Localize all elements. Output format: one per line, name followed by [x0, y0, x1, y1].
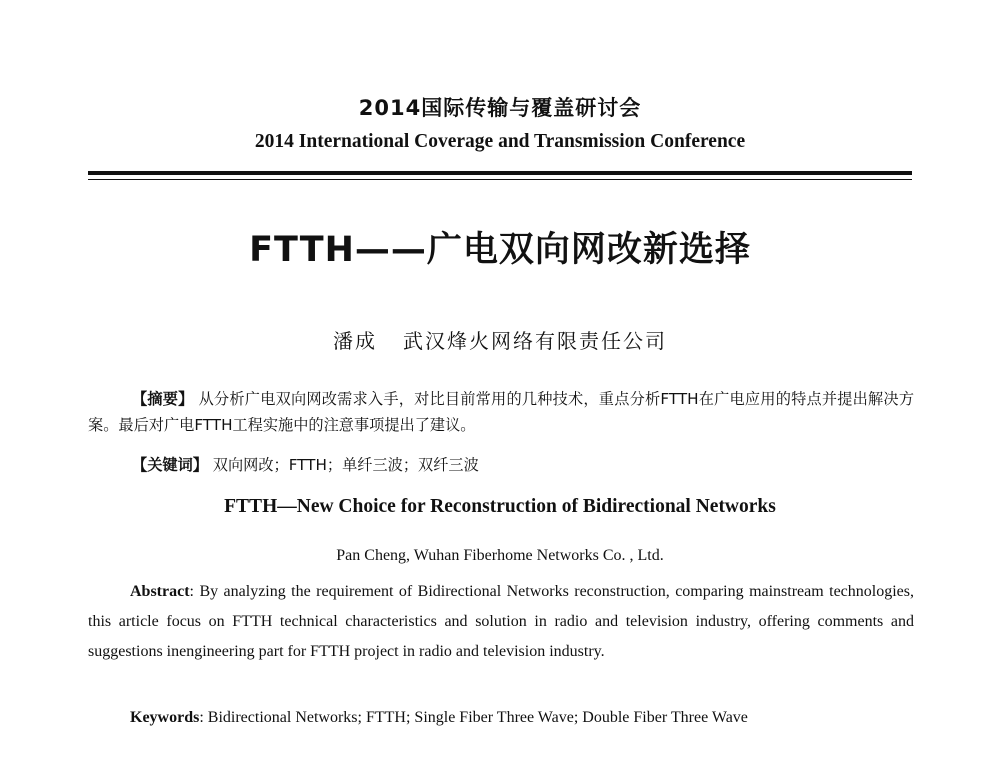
conference-title-cn: 2014国际传输与覆盖研讨会 [358, 96, 642, 120]
keywords-en-label: Keywords [130, 709, 200, 726]
header-rule-thick [88, 171, 912, 175]
abstract-cn-label: 【摘要】 [132, 390, 194, 408]
header-rule-thin [88, 179, 912, 180]
abstract-en: Abstract: By analyzing the requirement of Bidirectional Networks reconstruction, comparing mainstream technologies, this article focus on FTTH technical characteristics and solution in radio and television industry, offering comments and suggestions inengineering part for FTTH project in radio and television industry. [88, 583, 915, 660]
paper-title-en: FTTH—New Choice for Reconstruction of Bidirectional Networks [224, 496, 776, 517]
author-line-cn [0, 325, 1000, 354]
keywords-en-text: Bidirectional Networks; FTTH; Single Fiber Three Wave; Double Fiber Three Wave [207, 709, 748, 726]
abstract-en-label: Abstract [130, 583, 190, 600]
author-name-cn: 潘成 [333, 329, 377, 353]
keywords-cn-text: 双向网改；FTTH；单纤三波；双纤三波 [212, 456, 479, 474]
author-affiliation-cn: 武汉烽火网络有限责任公司 [403, 329, 667, 353]
conference-title-en: 2014 International Coverage and Transmission Conference [254, 131, 746, 152]
abstract-cn [88, 386, 914, 438]
author-line-en: Pan Cheng, Wuhan Fiberhome Networks Co. , Ltd. [336, 547, 664, 564]
keywords-cn-label: 【关键词】 [132, 456, 208, 474]
keywords-en: Keywords: Bidirectional Networks; FTTH; Single Fiber Three Wave; Double Fiber Three Wave [130, 709, 748, 726]
paper-title-cn: FTTH——广电双向网改新选择 [249, 230, 751, 270]
keywords-cn [132, 452, 912, 478]
abstract-en-text: By analyzing the requirement of Bidirectional Networks reconstruction, comparing mainstream technologies, this article focus on FTTH technical characteristics and solution in radio and television industry, offering comments and suggestions inengineering part for FTTH project in radio and television industry. [88, 583, 915, 660]
abstract-cn-text: 从分析广电双向网改需求入手，对比目前常用的几种技术，重点分析FTTH在广电应用的特点并提出解决方案。最后对广电FTTH工程实施中的注意事项提出了建议。 [88, 390, 915, 434]
